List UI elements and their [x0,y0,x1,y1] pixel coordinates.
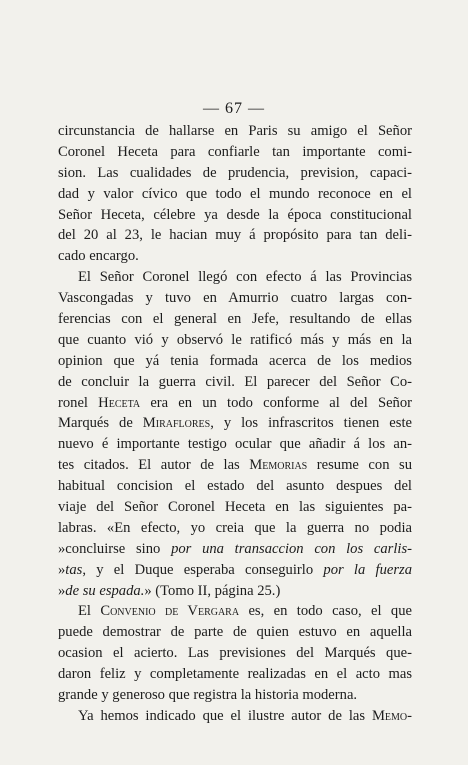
text-line: ronel Heceta era en un todo conforme al del Señor [58,394,413,411]
text-line: circunstancia de hallarse en Paris su amigo el Señor [58,123,412,139]
text-line: »de su espada.» (Tomo II, página 25.) [58,582,281,599]
text-line: Marqués de Miraflores, y los infrascritos tienen este [58,415,412,432]
text-line: daron feliz y completamente realizadas en el acto mas [58,666,412,683]
text-line: grande y generoso que registra la historia moderna. [58,687,358,704]
text-line: viaje del Señor Coronel Heceta en las siguientes pa- [58,499,412,516]
text-line: dad y valor cívico que todo el mundo reconoce en el [58,185,412,202]
text-line: Vascongadas y tuvo en Amurrio cuatro largas con- [58,290,412,307]
body-text [58,121,412,727]
text-line: ocasion el acierto. Las previsiones del Marqués que- [58,645,412,662]
text-line: cado encargo. [58,248,139,265]
text-line: que cuanto vió y observó le ratificó más y más en la [58,331,412,348]
text-line: »tas, y el Duque esperaba conseguirlo por la fuerza [58,561,413,578]
page-number: — 67 — [203,100,265,117]
text-line: labras. «En efecto, yo creia que la guerra no podia [58,519,412,536]
text-line: de concluir la guerra civil. El parecer del Señor Co- [58,373,412,390]
text-line: habitual concision el estado del asunto despues del [58,478,412,495]
text-line: Señor Heceta, célebre ya desde la época constitucional [58,206,412,223]
text-line: tes citados. El autor de las Memorias resume con su [58,457,412,474]
text-line: ferencias con el general en Jefe, resultando de ellas [58,311,412,328]
text-line: »concluirse sino por una transaccion con los carlis- [58,540,412,557]
text-line: El Convenio de Vergara es, en todo caso, el que [78,603,412,620]
text-line: nuevo é importante testigo ocular que añadir á los an- [58,436,412,453]
text-line: opinion que yá tenia formada acerca de los medios [58,352,412,369]
text-line: sion. Las cualidades de prudencia, prevision, capaci- [58,164,412,181]
text-line: Coronel Heceta para confiarle tan importante comi- [58,143,412,160]
text-line: Ya hemos indicado que el ilustre autor de las Memo- [78,707,412,724]
text-line: del 20 al 23, le hacian muy á propósito para tan deli- [58,227,412,244]
text-line: puede demostrar de parte de quien estuvo en aquella [58,624,412,641]
text-line: El Señor Coronel llegó con efecto á las Provincias [78,269,412,286]
